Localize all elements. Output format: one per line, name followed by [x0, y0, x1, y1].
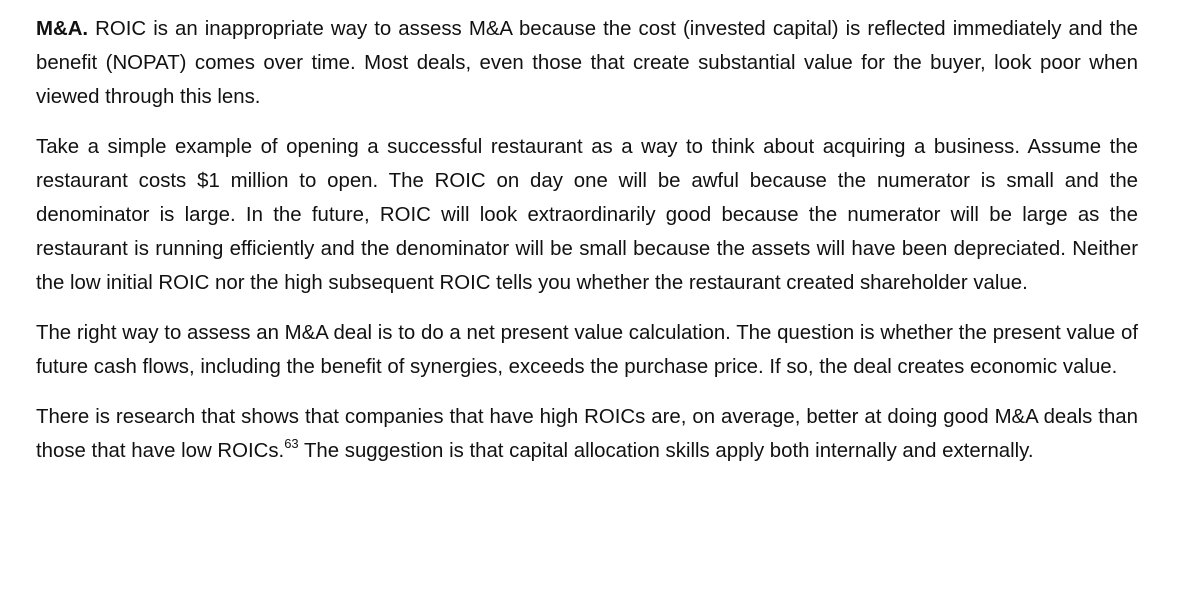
paragraph-research-text: There is research that shows that companies that have high ROICs are, on average, better at doing good M&A deals than those that have low ROICs. — [36, 406, 1138, 462]
paragraph-lead-heading: M&A. — [36, 18, 89, 40]
paragraph-npv — [36, 316, 1138, 384]
paragraph-npv-text: The right way to assess an M&A deal is to do a net present value calculation. The question is whether the present value of future cash flows, including the benefit of synergies, exceeds the purchase price. If so, the deal creates economic value. — [36, 322, 1138, 378]
paragraph-ma-text: ROIC is an inappropriate way to assess M&A because the cost (invested capital) is reflected immediately and the benefit (NOPAT) comes over time. Most deals, even those that create substantial value for the buyer, look poor when viewed through this lens. — [36, 18, 1138, 108]
paragraph-restaurant-text: Take a simple example of opening a successful restaurant as a way to think about acquiring a business. Assume the restaurant costs $1 million to open. The ROIC on day one will be awful because the numerator is small and the denominator is large. In the future, ROIC will look extraordinarily good because the numerator will be large as the restaurant is running efficiently and the denominator will be small because the assets will have been depreciated. Neither the low initial ROIC nor the high subsequent ROIC tells you whether the restaurant created shareholder value. — [36, 136, 1138, 294]
document-body — [36, 12, 1138, 468]
paragraph-ma — [36, 12, 1138, 114]
paragraph-research-text-end: The suggestion is that capital allocation skills apply both internally and externally. — [298, 440, 1034, 462]
paragraph-research — [36, 400, 1138, 468]
paragraph-restaurant-example — [36, 130, 1138, 300]
footnote-reference: 63 — [284, 436, 299, 452]
